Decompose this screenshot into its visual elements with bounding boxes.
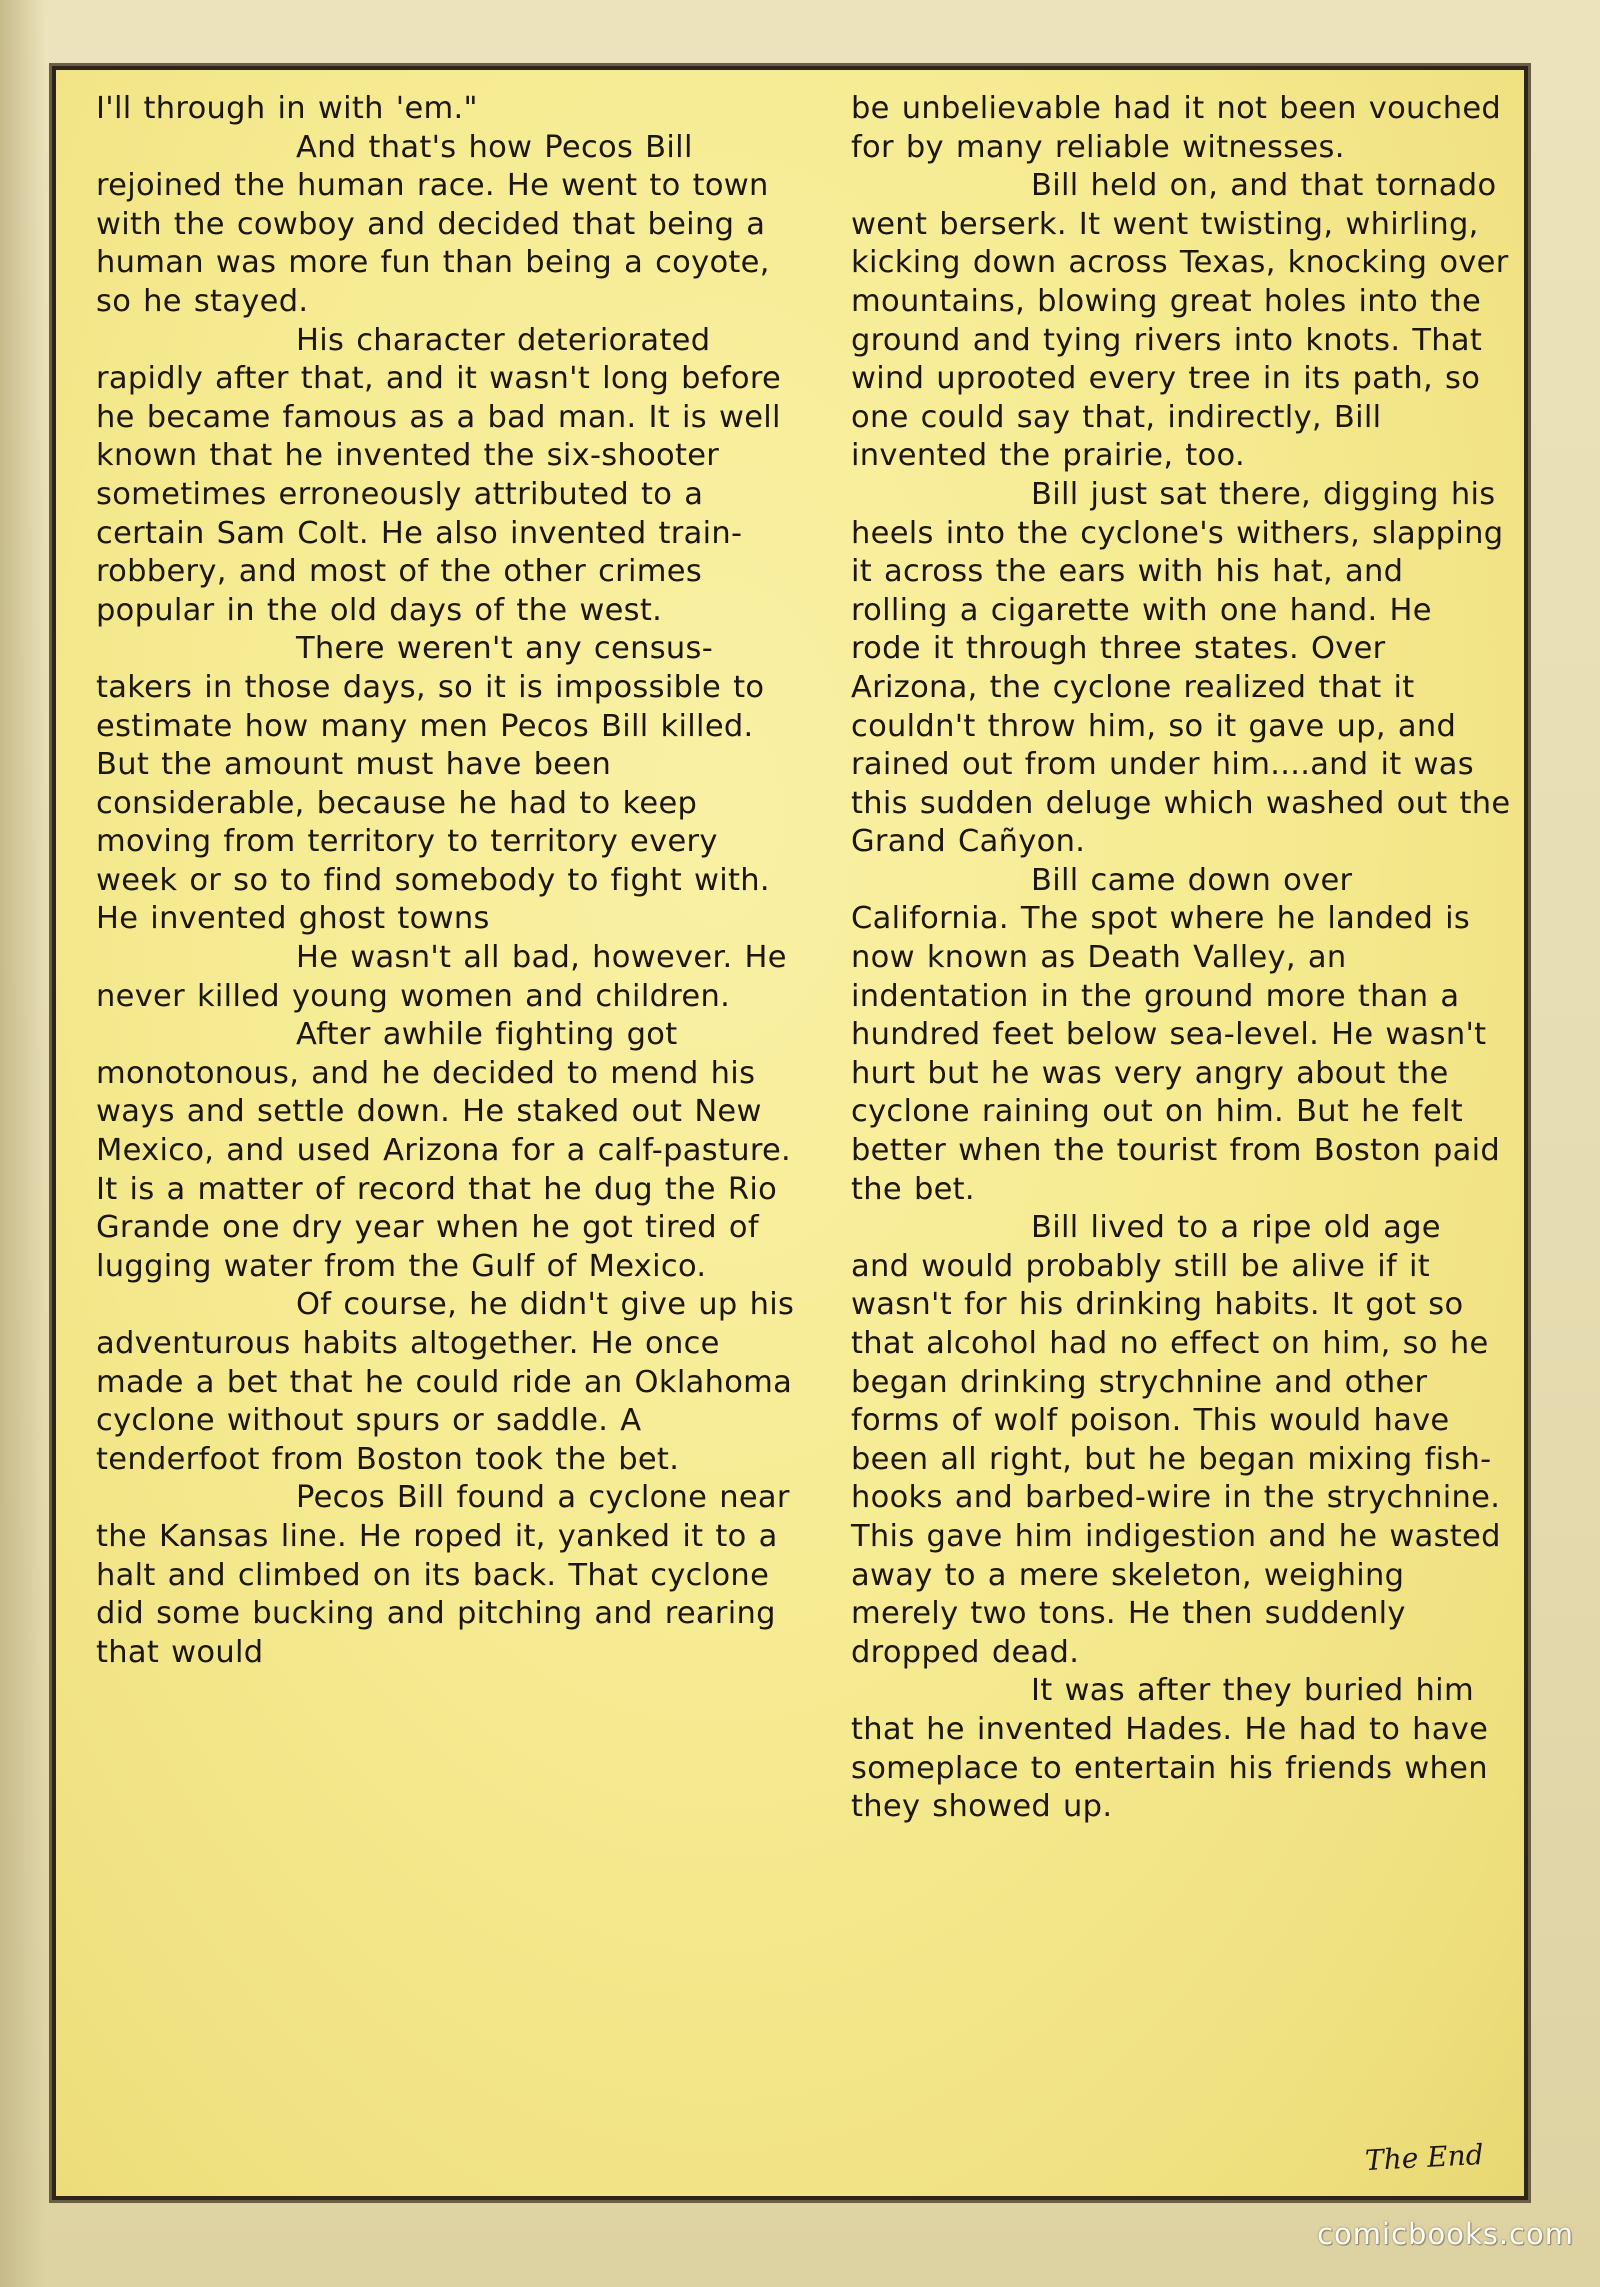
paragraph: I'll through in with 'em.": [96, 91, 478, 126]
paragraph: Bill came down over California. The spot where he landed is now known as Death Valley, an indentation in the ground more than a hundred feet below sea-level. He wasn't hurt but he was very angry about the cyclone raining out on him. But he felt better when the tourist from Boston paid the bet.: [851, 862, 1501, 1207]
paragraph: Of course, he didn't give up his adventurous habits altogether. He once made a bet that he could ride an Oklahoma cyclone without spurs or saddle. A tenderfoot from Boston took the bet.: [96, 1287, 795, 1477]
text-panel: [52, 66, 1528, 2200]
left-column: [96, 90, 796, 1672]
paragraph: Bill held on, and that tornado went berserk. It went twisting, whirling, kicking down across Texas, knocking over mountains, blowing great holes into the ground and tying rivers into knots. That wind uprooted every tree in its path, so one could say that, indirectly, Bill invented the prairie, too.: [851, 168, 1509, 474]
paragraph: He wasn't all bad, however. He never killed young women and children.: [96, 940, 787, 1014]
paragraph: Pecos Bill found a cyclone near the Kansas line. He roped it, yanked it to a halt and climbed on its back. That cyclone did some bucking and pitching and rearing that would: [96, 1480, 790, 1670]
paragraph: Bill lived to a ripe old age and would probably still be alive if it wasn't for his drinking habits. It got so that alcohol had no effect on him, so he began drinking strychnine and other forms of wolf poison. This would have been all right, but he began mixing fish-hooks and barbed-wire in the strychnine. This gave him indigestion and he wasted away to a mere skeleton, weighing merely two tons. He then suddenly dropped dead.: [851, 1210, 1501, 1670]
paragraph: His character deteriorated rapidly after that, and it wasn't long before he became famous as a bad man. It is well known that he invented the six-shooter sometimes erroneously attributed to a certain Sam Colt. He also invented train-robbery, and most of the other crimes popular in the old days of the west.: [96, 322, 782, 628]
paragraph: It was after they buried him that he invented Hades. He had to have someplace to entertain his friends when they showed up.: [851, 1673, 1489, 1825]
paragraph: After awhile fighting got monotonous, and he decided to mend his ways and settle down. He staked out New Mexico, and used Arizona for a calf-pasture. It is a matter of record that he dug the Rio Grande one dry year when he got tired of lugging water from the Gulf of Mexico.: [96, 1017, 792, 1284]
paragraph: Bill just sat there, digging his heels into the cyclone's withers, slapping it across the ears with his hat, and rolling a cigarette with one hand. He rode it through three states. Over Arizona, the cyclone realized that it couldn't throw him, so it gave up, and rained out from under him....and it was this sudden deluge which washed out the Grand Cañyon.: [851, 476, 1511, 860]
the-end-signature: The End: [1364, 2137, 1485, 2178]
watermark: comicbooks.com: [1317, 2217, 1574, 2251]
paragraph: be unbelievable had it not been vouched for by many reliable witnesses.: [851, 91, 1502, 165]
paragraph: And that's how Pecos Bill rejoined the human race. He went to town with the cowboy and decided that being a human was more fun than being a coyote, so he stayed.: [96, 129, 770, 319]
right-column: [851, 90, 1511, 1827]
paragraph: There weren't any census-takers in those days, so it is impossible to estimate how many men Pecos Bill killed. But the amount must have been considerable, because he had to keep moving from territory to territory every week or so to find somebody to fight with. He invented ghost towns: [96, 631, 770, 937]
